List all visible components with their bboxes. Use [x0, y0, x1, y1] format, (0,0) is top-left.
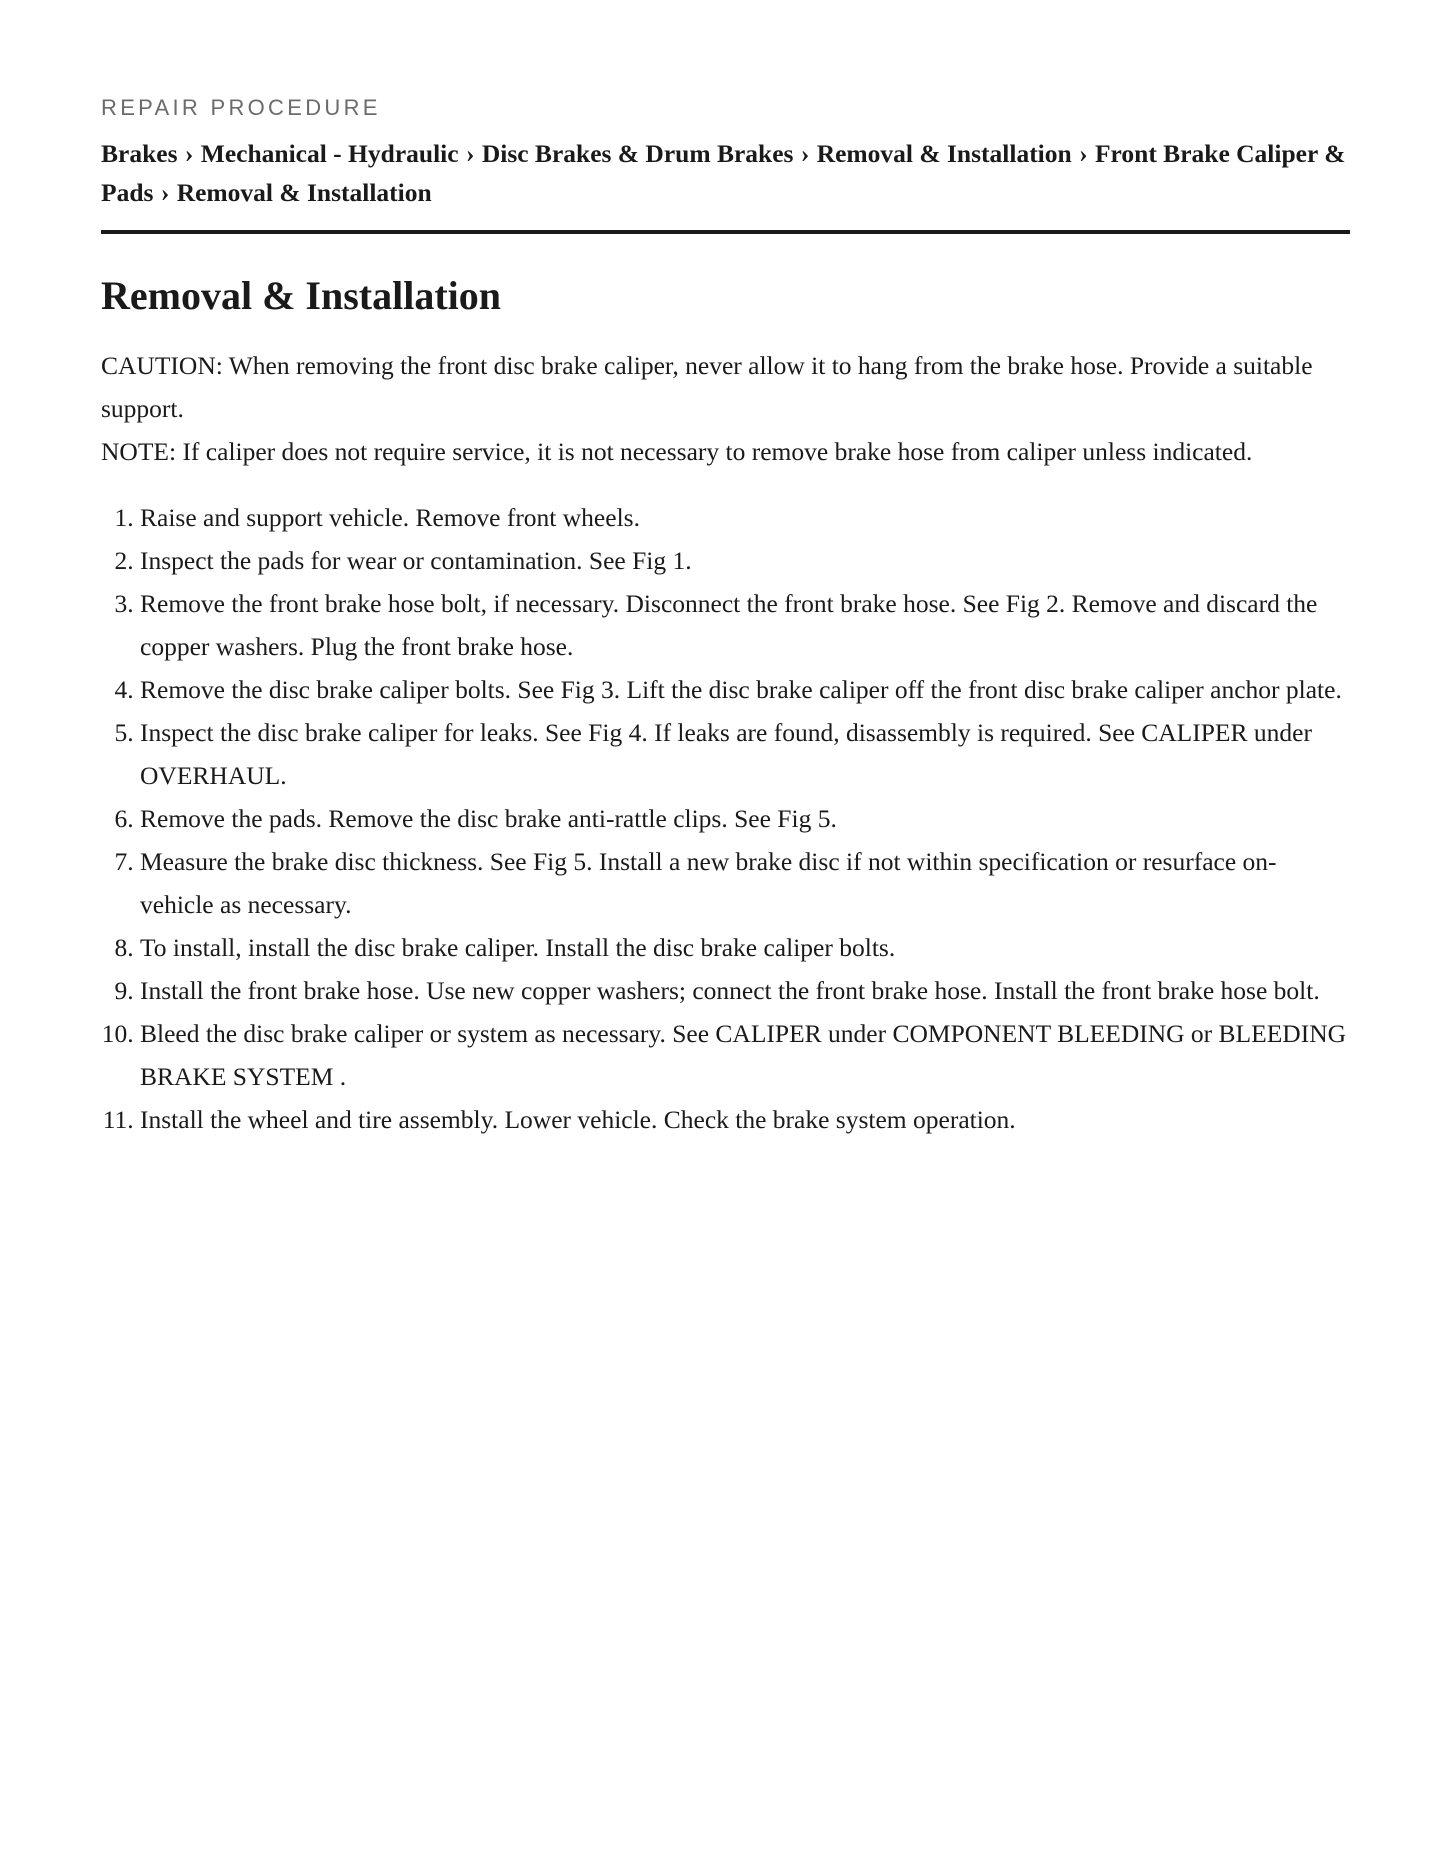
breadcrumb	[101, 134, 1350, 234]
note-text: NOTE: If caliper does not require service, it is not necessary to remove brake hose from caliper unless indicated.	[101, 437, 1253, 466]
breadcrumb-separator: ›	[1079, 139, 1088, 168]
document-page	[101, 94, 1350, 1141]
step-item: 2. Inspect the pads for wear or contamination. See Fig 1.	[140, 539, 1350, 582]
breadcrumb-separator: ›	[800, 139, 810, 168]
procedure-steps	[101, 496, 1350, 1141]
caution-text: CAUTION: When removing the front disc brake caliper, never allow it to hang from the brake hose. Provide a suitable support.	[101, 351, 1313, 423]
breadcrumb-item-removal-installation[interactable]: Removal & Installation	[816, 139, 1072, 168]
page-title: Removal & Installation	[101, 273, 501, 318]
step-item: 6. Remove the pads. Remove the disc brake anti-rattle clips. See Fig 5.	[140, 797, 1350, 840]
step-item: 3. Remove the front brake hose bolt, if necessary. Disconnect the front brake hose. See Fig 2. Remove and discard the copper washers. Plug the front brake hose.	[140, 582, 1350, 668]
section-kicker: REPAIR PROCEDURE	[101, 95, 381, 120]
step-item: 1. Raise and support vehicle. Remove front wheels.	[140, 496, 1350, 539]
breadcrumb-separator: ›	[465, 139, 475, 168]
breadcrumb-item-brakes[interactable]: Brakes	[101, 139, 178, 168]
breadcrumb-item-mechanical-hydraulic[interactable]: Mechanical - Hydraulic	[200, 139, 459, 168]
step-item: 7. Measure the brake disc thickness. See Fig 5. Install a new brake disc if not within specification or resurface on-vehicle as necessary.	[140, 840, 1350, 926]
breadcrumb-separator: ›	[184, 139, 194, 168]
breadcrumb-item-current: Removal & Installation	[176, 178, 432, 207]
breadcrumb-separator: ›	[160, 178, 170, 207]
notes-block	[101, 344, 1350, 473]
breadcrumb-item-disc-drum-brakes[interactable]: Disc Brakes & Drum Brakes	[481, 139, 794, 168]
step-item: 4. Remove the disc brake caliper bolts. See Fig 3. Lift the disc brake caliper off the front disc brake caliper anchor plate.	[140, 668, 1350, 711]
step-item: 10. Bleed the disc brake caliper or system as necessary. See CALIPER under COMPONENT BLEEDING or BLEEDING BRAKE SYSTEM .	[140, 1012, 1350, 1098]
step-item: 5. Inspect the disc brake caliper for leaks. See Fig 4. If leaks are found, disassembly is required. See CALIPER under OVERHAUL.	[140, 711, 1350, 797]
breadcrumb-item-front-brake-caliper-pads[interactable]: Front Brake Caliper & Pads	[101, 139, 1346, 207]
step-item: 9. Install the front brake hose. Use new copper washers; connect the front brake hose. Install the front brake hose bolt.	[140, 969, 1350, 1012]
step-item: 11. Install the wheel and tire assembly. Lower vehicle. Check the brake system operation.	[140, 1098, 1350, 1141]
step-item: 8. To install, install the disc brake caliper. Install the disc brake caliper bolts.	[140, 926, 1350, 969]
